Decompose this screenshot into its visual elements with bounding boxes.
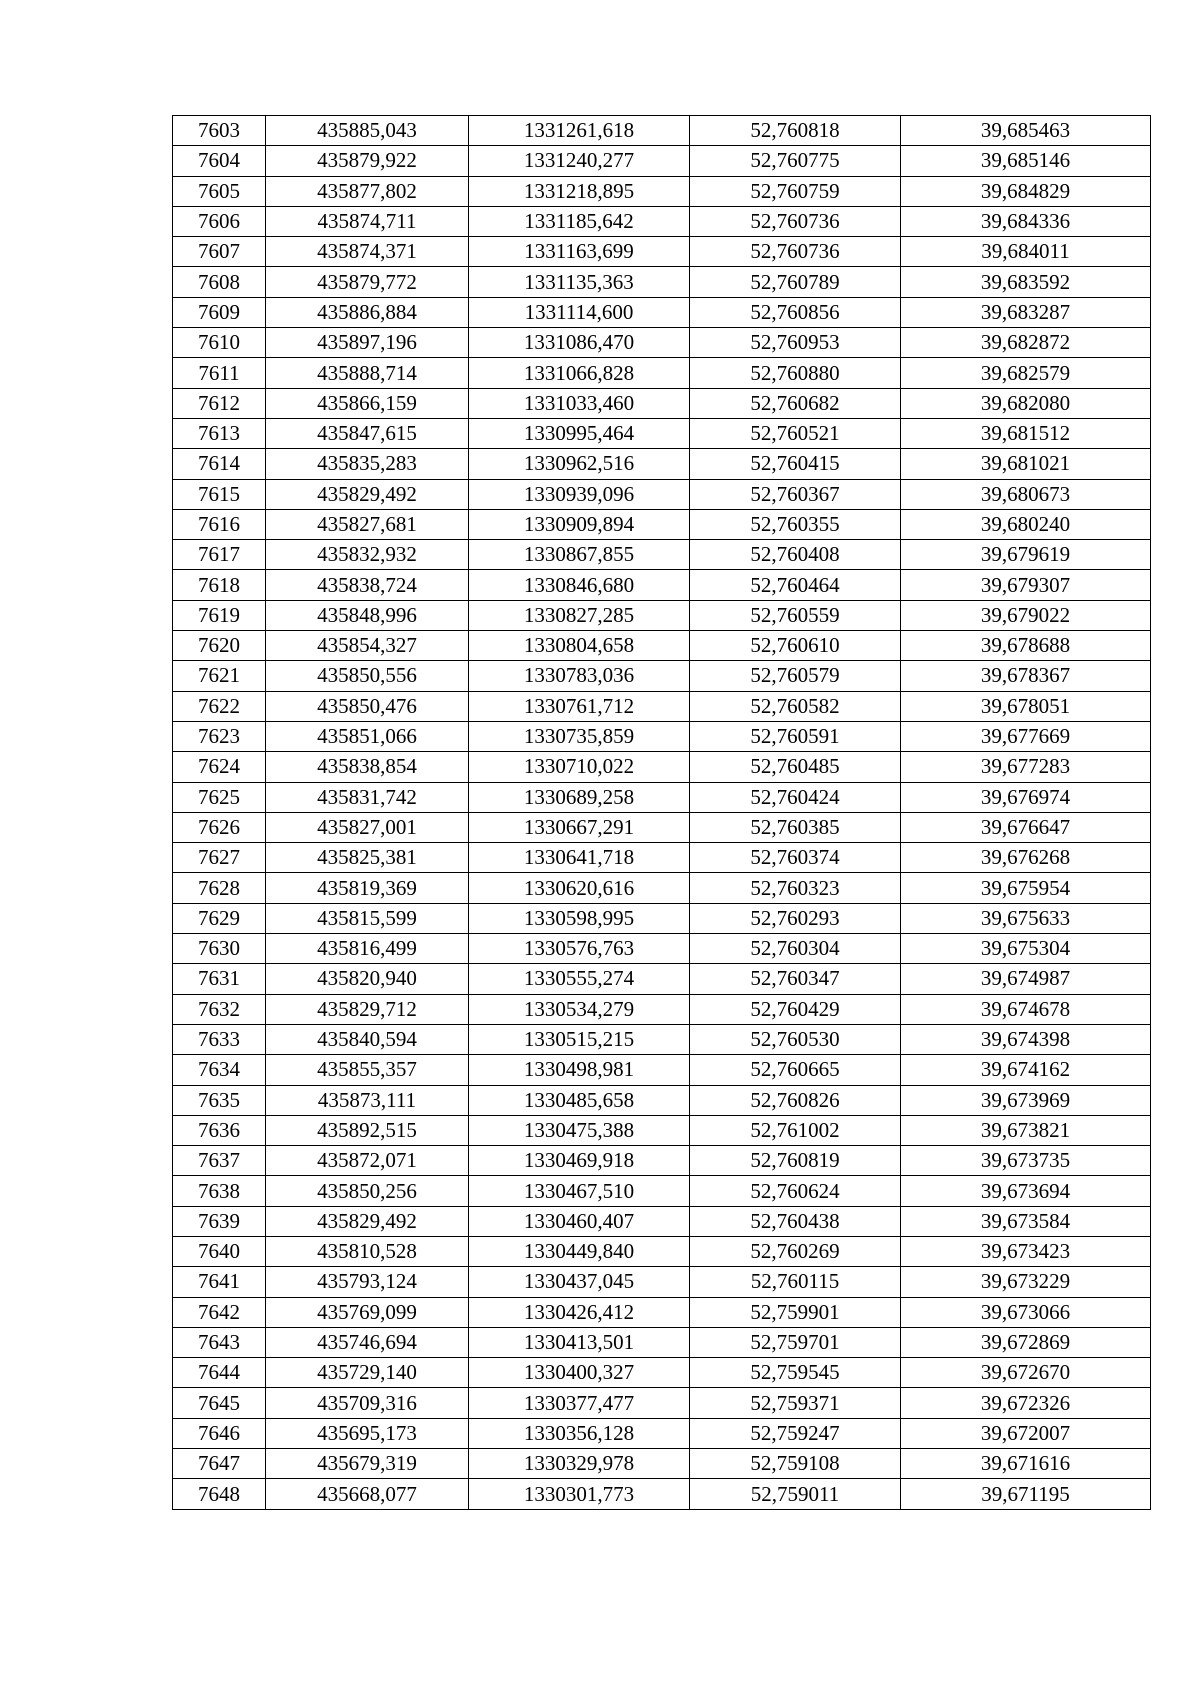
x-coordinate-cell: 435709,316 xyxy=(266,1388,469,1418)
x-coordinate-cell: 435879,772 xyxy=(266,267,469,297)
latitude-cell: 52,760438 xyxy=(690,1206,901,1236)
latitude-cell: 52,760347 xyxy=(690,964,901,994)
longitude-cell: 39,673229 xyxy=(901,1267,1151,1297)
longitude-cell: 39,679022 xyxy=(901,600,1151,630)
point-number-cell: 7631 xyxy=(173,964,266,994)
x-coordinate-cell: 435810,528 xyxy=(266,1236,469,1266)
latitude-cell: 52,760610 xyxy=(690,631,901,661)
point-number-cell: 7624 xyxy=(173,752,266,782)
latitude-cell: 52,760408 xyxy=(690,540,901,570)
longitude-cell: 39,671616 xyxy=(901,1449,1151,1479)
longitude-cell: 39,674987 xyxy=(901,964,1151,994)
x-coordinate-cell: 435769,099 xyxy=(266,1297,469,1327)
y-coordinate-cell: 1330620,616 xyxy=(469,873,690,903)
point-number-cell: 7634 xyxy=(173,1055,266,1085)
coordinates-table xyxy=(172,115,1151,1510)
x-coordinate-cell: 435816,499 xyxy=(266,934,469,964)
y-coordinate-cell: 1330761,712 xyxy=(469,691,690,721)
table-row xyxy=(173,600,1151,630)
y-coordinate-cell: 1330783,036 xyxy=(469,661,690,691)
point-number-cell: 7604 xyxy=(173,146,266,176)
y-coordinate-cell: 1330413,501 xyxy=(469,1327,690,1357)
latitude-cell: 52,760789 xyxy=(690,267,901,297)
x-coordinate-cell: 435819,369 xyxy=(266,873,469,903)
y-coordinate-cell: 1330469,918 xyxy=(469,1146,690,1176)
longitude-cell: 39,678688 xyxy=(901,631,1151,661)
point-number-cell: 7635 xyxy=(173,1085,266,1115)
point-number-cell: 7637 xyxy=(173,1146,266,1176)
longitude-cell: 39,682080 xyxy=(901,388,1151,418)
table-row xyxy=(173,297,1151,327)
y-coordinate-cell: 1330301,773 xyxy=(469,1479,690,1509)
x-coordinate-cell: 435874,711 xyxy=(266,206,469,236)
latitude-cell: 52,760521 xyxy=(690,418,901,448)
latitude-cell: 52,760582 xyxy=(690,691,901,721)
latitude-cell: 52,760415 xyxy=(690,449,901,479)
table-row xyxy=(173,146,1151,176)
point-number-cell: 7618 xyxy=(173,570,266,600)
y-coordinate-cell: 1330909,894 xyxy=(469,509,690,539)
x-coordinate-cell: 435866,159 xyxy=(266,388,469,418)
latitude-cell: 52,760429 xyxy=(690,994,901,1024)
point-number-cell: 7646 xyxy=(173,1418,266,1448)
latitude-cell: 52,760856 xyxy=(690,297,901,327)
point-number-cell: 7619 xyxy=(173,600,266,630)
point-number-cell: 7611 xyxy=(173,358,266,388)
x-coordinate-cell: 435897,196 xyxy=(266,328,469,358)
y-coordinate-cell: 1330846,680 xyxy=(469,570,690,600)
latitude-cell: 52,760355 xyxy=(690,509,901,539)
longitude-cell: 39,673969 xyxy=(901,1085,1151,1115)
table-row xyxy=(173,843,1151,873)
y-coordinate-cell: 1330939,096 xyxy=(469,479,690,509)
longitude-cell: 39,676647 xyxy=(901,812,1151,842)
table-row xyxy=(173,176,1151,206)
longitude-cell: 39,683592 xyxy=(901,267,1151,297)
longitude-cell: 39,675954 xyxy=(901,873,1151,903)
x-coordinate-cell: 435838,724 xyxy=(266,570,469,600)
y-coordinate-cell: 1331218,895 xyxy=(469,176,690,206)
x-coordinate-cell: 435850,256 xyxy=(266,1176,469,1206)
latitude-cell: 52,760424 xyxy=(690,782,901,812)
y-coordinate-cell: 1330400,327 xyxy=(469,1358,690,1388)
longitude-cell: 39,671195 xyxy=(901,1479,1151,1509)
x-coordinate-cell: 435850,556 xyxy=(266,661,469,691)
latitude-cell: 52,760819 xyxy=(690,1146,901,1176)
latitude-cell: 52,759108 xyxy=(690,1449,901,1479)
x-coordinate-cell: 435695,173 xyxy=(266,1418,469,1448)
x-coordinate-cell: 435729,140 xyxy=(266,1358,469,1388)
longitude-cell: 39,680673 xyxy=(901,479,1151,509)
point-number-cell: 7616 xyxy=(173,509,266,539)
y-coordinate-cell: 1330827,285 xyxy=(469,600,690,630)
y-coordinate-cell: 1330329,978 xyxy=(469,1449,690,1479)
table-row xyxy=(173,661,1151,691)
y-coordinate-cell: 1330576,763 xyxy=(469,934,690,964)
table-row xyxy=(173,964,1151,994)
point-number-cell: 7622 xyxy=(173,691,266,721)
y-coordinate-cell: 1330804,658 xyxy=(469,631,690,661)
latitude-cell: 52,761002 xyxy=(690,1115,901,1145)
point-number-cell: 7632 xyxy=(173,994,266,1024)
longitude-cell: 39,684829 xyxy=(901,176,1151,206)
table-row xyxy=(173,509,1151,539)
table-row xyxy=(173,388,1151,418)
y-coordinate-cell: 1330426,412 xyxy=(469,1297,690,1327)
y-coordinate-cell: 1330555,274 xyxy=(469,964,690,994)
x-coordinate-cell: 435848,996 xyxy=(266,600,469,630)
y-coordinate-cell: 1330995,464 xyxy=(469,418,690,448)
table-row xyxy=(173,237,1151,267)
longitude-cell: 39,680240 xyxy=(901,509,1151,539)
latitude-cell: 52,759901 xyxy=(690,1297,901,1327)
y-coordinate-cell: 1331135,363 xyxy=(469,267,690,297)
x-coordinate-cell: 435888,714 xyxy=(266,358,469,388)
latitude-cell: 52,759701 xyxy=(690,1327,901,1357)
table-row xyxy=(173,631,1151,661)
latitude-cell: 52,759371 xyxy=(690,1388,901,1418)
y-coordinate-cell: 1331163,699 xyxy=(469,237,690,267)
x-coordinate-cell: 435851,066 xyxy=(266,721,469,751)
longitude-cell: 39,678367 xyxy=(901,661,1151,691)
x-coordinate-cell: 435885,043 xyxy=(266,116,469,146)
table-row xyxy=(173,903,1151,933)
latitude-cell: 52,760953 xyxy=(690,328,901,358)
table-row xyxy=(173,1024,1151,1054)
x-coordinate-cell: 435838,854 xyxy=(266,752,469,782)
point-number-cell: 7625 xyxy=(173,782,266,812)
y-coordinate-cell: 1330437,045 xyxy=(469,1267,690,1297)
y-coordinate-cell: 1330667,291 xyxy=(469,812,690,842)
point-number-cell: 7638 xyxy=(173,1176,266,1206)
y-coordinate-cell: 1331086,470 xyxy=(469,328,690,358)
latitude-cell: 52,760591 xyxy=(690,721,901,751)
x-coordinate-cell: 435746,694 xyxy=(266,1327,469,1357)
point-number-cell: 7615 xyxy=(173,479,266,509)
point-number-cell: 7617 xyxy=(173,540,266,570)
longitude-cell: 39,684011 xyxy=(901,237,1151,267)
latitude-cell: 52,760736 xyxy=(690,206,901,236)
latitude-cell: 52,760269 xyxy=(690,1236,901,1266)
point-number-cell: 7626 xyxy=(173,812,266,842)
latitude-cell: 52,760818 xyxy=(690,116,901,146)
table-row xyxy=(173,1206,1151,1236)
longitude-cell: 39,681512 xyxy=(901,418,1151,448)
table-row xyxy=(173,540,1151,570)
point-number-cell: 7610 xyxy=(173,328,266,358)
y-coordinate-cell: 1330641,718 xyxy=(469,843,690,873)
point-number-cell: 7607 xyxy=(173,237,266,267)
x-coordinate-cell: 435820,940 xyxy=(266,964,469,994)
longitude-cell: 39,675633 xyxy=(901,903,1151,933)
point-number-cell: 7644 xyxy=(173,1358,266,1388)
table-row xyxy=(173,752,1151,782)
longitude-cell: 39,673066 xyxy=(901,1297,1151,1327)
y-coordinate-cell: 1330867,855 xyxy=(469,540,690,570)
point-number-cell: 7641 xyxy=(173,1267,266,1297)
x-coordinate-cell: 435850,476 xyxy=(266,691,469,721)
table-row xyxy=(173,1085,1151,1115)
x-coordinate-cell: 435825,381 xyxy=(266,843,469,873)
latitude-cell: 52,760293 xyxy=(690,903,901,933)
latitude-cell: 52,760682 xyxy=(690,388,901,418)
y-coordinate-cell: 1331240,277 xyxy=(469,146,690,176)
y-coordinate-cell: 1330689,258 xyxy=(469,782,690,812)
y-coordinate-cell: 1330485,658 xyxy=(469,1085,690,1115)
longitude-cell: 39,676268 xyxy=(901,843,1151,873)
table-row xyxy=(173,1297,1151,1327)
point-number-cell: 7612 xyxy=(173,388,266,418)
longitude-cell: 39,674398 xyxy=(901,1024,1151,1054)
x-coordinate-cell: 435832,932 xyxy=(266,540,469,570)
latitude-cell: 52,760559 xyxy=(690,600,901,630)
point-number-cell: 7613 xyxy=(173,418,266,448)
table-row xyxy=(173,1055,1151,1085)
table-row xyxy=(173,1146,1151,1176)
table-row xyxy=(173,812,1151,842)
point-number-cell: 7636 xyxy=(173,1115,266,1145)
longitude-cell: 39,673735 xyxy=(901,1146,1151,1176)
y-coordinate-cell: 1331185,642 xyxy=(469,206,690,236)
table-row xyxy=(173,782,1151,812)
longitude-cell: 39,682579 xyxy=(901,358,1151,388)
longitude-cell: 39,673821 xyxy=(901,1115,1151,1145)
x-coordinate-cell: 435835,283 xyxy=(266,449,469,479)
coordinates-table-body xyxy=(173,116,1151,1510)
point-number-cell: 7621 xyxy=(173,661,266,691)
latitude-cell: 52,760485 xyxy=(690,752,901,782)
table-row xyxy=(173,721,1151,751)
point-number-cell: 7620 xyxy=(173,631,266,661)
latitude-cell: 52,760464 xyxy=(690,570,901,600)
longitude-cell: 39,675304 xyxy=(901,934,1151,964)
longitude-cell: 39,685463 xyxy=(901,116,1151,146)
longitude-cell: 39,672670 xyxy=(901,1358,1151,1388)
longitude-cell: 39,684336 xyxy=(901,206,1151,236)
x-coordinate-cell: 435815,599 xyxy=(266,903,469,933)
longitude-cell: 39,674678 xyxy=(901,994,1151,1024)
table-row xyxy=(173,1176,1151,1206)
point-number-cell: 7609 xyxy=(173,297,266,327)
x-coordinate-cell: 435886,884 xyxy=(266,297,469,327)
y-coordinate-cell: 1330534,279 xyxy=(469,994,690,1024)
latitude-cell: 52,760775 xyxy=(690,146,901,176)
table-row xyxy=(173,934,1151,964)
x-coordinate-cell: 435879,922 xyxy=(266,146,469,176)
latitude-cell: 52,760323 xyxy=(690,873,901,903)
x-coordinate-cell: 435679,319 xyxy=(266,1449,469,1479)
y-coordinate-cell: 1331066,828 xyxy=(469,358,690,388)
table-row xyxy=(173,267,1151,297)
point-number-cell: 7629 xyxy=(173,903,266,933)
latitude-cell: 52,760374 xyxy=(690,843,901,873)
latitude-cell: 52,760367 xyxy=(690,479,901,509)
longitude-cell: 39,673694 xyxy=(901,1176,1151,1206)
latitude-cell: 52,760736 xyxy=(690,237,901,267)
latitude-cell: 52,759247 xyxy=(690,1418,901,1448)
y-coordinate-cell: 1330356,128 xyxy=(469,1418,690,1448)
table-row xyxy=(173,1236,1151,1266)
table-row xyxy=(173,570,1151,600)
table-row xyxy=(173,1388,1151,1418)
y-coordinate-cell: 1330735,859 xyxy=(469,721,690,751)
longitude-cell: 39,673423 xyxy=(901,1236,1151,1266)
x-coordinate-cell: 435877,802 xyxy=(266,176,469,206)
y-coordinate-cell: 1330962,516 xyxy=(469,449,690,479)
latitude-cell: 52,760624 xyxy=(690,1176,901,1206)
longitude-cell: 39,685146 xyxy=(901,146,1151,176)
latitude-cell: 52,760665 xyxy=(690,1055,901,1085)
x-coordinate-cell: 435829,492 xyxy=(266,1206,469,1236)
point-number-cell: 7648 xyxy=(173,1479,266,1509)
longitude-cell: 39,677283 xyxy=(901,752,1151,782)
point-number-cell: 7642 xyxy=(173,1297,266,1327)
y-coordinate-cell: 1330598,995 xyxy=(469,903,690,933)
longitude-cell: 39,677669 xyxy=(901,721,1151,751)
x-coordinate-cell: 435892,515 xyxy=(266,1115,469,1145)
latitude-cell: 52,760115 xyxy=(690,1267,901,1297)
longitude-cell: 39,676974 xyxy=(901,782,1151,812)
x-coordinate-cell: 435668,077 xyxy=(266,1479,469,1509)
table-row xyxy=(173,1418,1151,1448)
y-coordinate-cell: 1330467,510 xyxy=(469,1176,690,1206)
table-row xyxy=(173,358,1151,388)
longitude-cell: 39,682872 xyxy=(901,328,1151,358)
table-row xyxy=(173,449,1151,479)
table-row xyxy=(173,1267,1151,1297)
x-coordinate-cell: 435847,615 xyxy=(266,418,469,448)
x-coordinate-cell: 435793,124 xyxy=(266,1267,469,1297)
longitude-cell: 39,672007 xyxy=(901,1418,1151,1448)
y-coordinate-cell: 1330475,388 xyxy=(469,1115,690,1145)
y-coordinate-cell: 1331033,460 xyxy=(469,388,690,418)
x-coordinate-cell: 435855,357 xyxy=(266,1055,469,1085)
point-number-cell: 7645 xyxy=(173,1388,266,1418)
y-coordinate-cell: 1331114,600 xyxy=(469,297,690,327)
x-coordinate-cell: 435872,071 xyxy=(266,1146,469,1176)
point-number-cell: 7608 xyxy=(173,267,266,297)
table-row xyxy=(173,1115,1151,1145)
table-row xyxy=(173,1327,1151,1357)
point-number-cell: 7628 xyxy=(173,873,266,903)
y-coordinate-cell: 1330449,840 xyxy=(469,1236,690,1266)
table-row xyxy=(173,328,1151,358)
longitude-cell: 39,674162 xyxy=(901,1055,1151,1085)
x-coordinate-cell: 435827,001 xyxy=(266,812,469,842)
latitude-cell: 52,760579 xyxy=(690,661,901,691)
longitude-cell: 39,673584 xyxy=(901,1206,1151,1236)
latitude-cell: 52,760385 xyxy=(690,812,901,842)
table-row xyxy=(173,994,1151,1024)
latitude-cell: 52,760759 xyxy=(690,176,901,206)
x-coordinate-cell: 435827,681 xyxy=(266,509,469,539)
point-number-cell: 7633 xyxy=(173,1024,266,1054)
longitude-cell: 39,679307 xyxy=(901,570,1151,600)
table-row xyxy=(173,1479,1151,1509)
x-coordinate-cell: 435829,712 xyxy=(266,994,469,1024)
point-number-cell: 7603 xyxy=(173,116,266,146)
y-coordinate-cell: 1330710,022 xyxy=(469,752,690,782)
table-row xyxy=(173,116,1151,146)
latitude-cell: 52,760880 xyxy=(690,358,901,388)
longitude-cell: 39,678051 xyxy=(901,691,1151,721)
y-coordinate-cell: 1330460,407 xyxy=(469,1206,690,1236)
y-coordinate-cell: 1331261,618 xyxy=(469,116,690,146)
longitude-cell: 39,683287 xyxy=(901,297,1151,327)
point-number-cell: 7623 xyxy=(173,721,266,751)
table-row xyxy=(173,1449,1151,1479)
latitude-cell: 52,760826 xyxy=(690,1085,901,1115)
x-coordinate-cell: 435831,742 xyxy=(266,782,469,812)
table-row xyxy=(173,691,1151,721)
point-number-cell: 7605 xyxy=(173,176,266,206)
point-number-cell: 7643 xyxy=(173,1327,266,1357)
x-coordinate-cell: 435840,594 xyxy=(266,1024,469,1054)
latitude-cell: 52,760530 xyxy=(690,1024,901,1054)
y-coordinate-cell: 1330515,215 xyxy=(469,1024,690,1054)
latitude-cell: 52,759545 xyxy=(690,1358,901,1388)
point-number-cell: 7630 xyxy=(173,934,266,964)
table-row xyxy=(173,418,1151,448)
longitude-cell: 39,679619 xyxy=(901,540,1151,570)
x-coordinate-cell: 435854,327 xyxy=(266,631,469,661)
point-number-cell: 7640 xyxy=(173,1236,266,1266)
longitude-cell: 39,672869 xyxy=(901,1327,1151,1357)
point-number-cell: 7639 xyxy=(173,1206,266,1236)
y-coordinate-cell: 1330498,981 xyxy=(469,1055,690,1085)
point-number-cell: 7606 xyxy=(173,206,266,236)
point-number-cell: 7647 xyxy=(173,1449,266,1479)
latitude-cell: 52,759011 xyxy=(690,1479,901,1509)
x-coordinate-cell: 435873,111 xyxy=(266,1085,469,1115)
point-number-cell: 7627 xyxy=(173,843,266,873)
longitude-cell: 39,681021 xyxy=(901,449,1151,479)
table-row xyxy=(173,479,1151,509)
x-coordinate-cell: 435874,371 xyxy=(266,237,469,267)
latitude-cell: 52,760304 xyxy=(690,934,901,964)
table-row xyxy=(173,1358,1151,1388)
table-row xyxy=(173,873,1151,903)
longitude-cell: 39,672326 xyxy=(901,1388,1151,1418)
x-coordinate-cell: 435829,492 xyxy=(266,479,469,509)
point-number-cell: 7614 xyxy=(173,449,266,479)
table-row xyxy=(173,206,1151,236)
y-coordinate-cell: 1330377,477 xyxy=(469,1388,690,1418)
